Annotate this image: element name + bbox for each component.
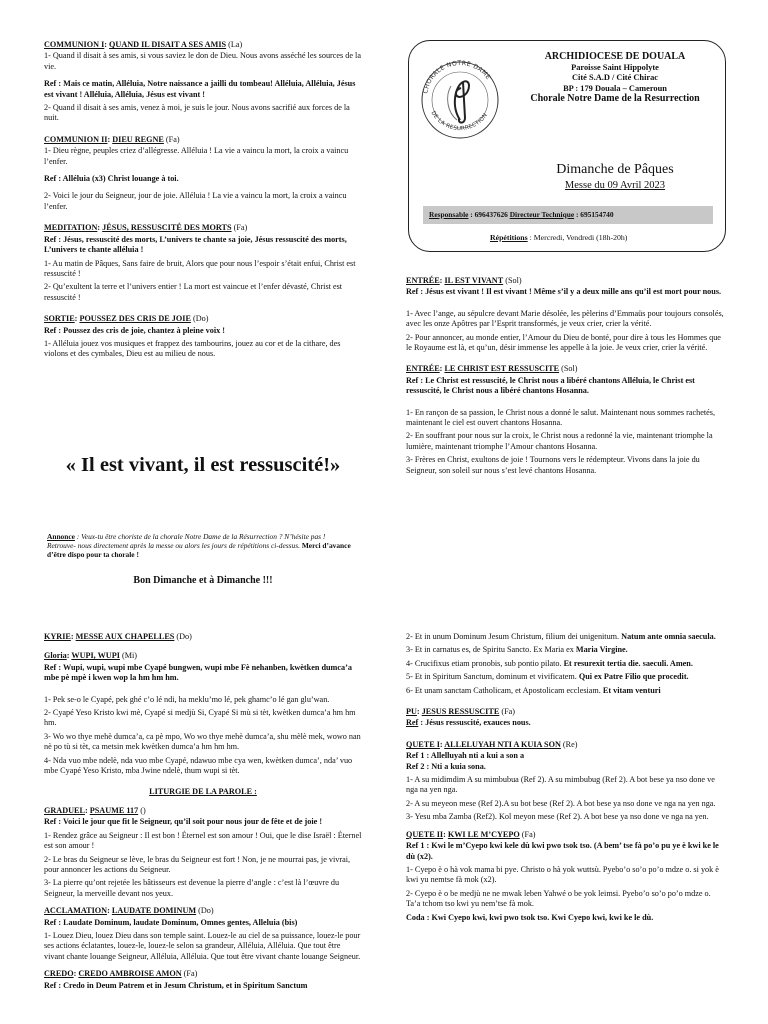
verse: 3- Yesu mba Zamba (Ref2). Kol meyon mese (Ref 2). A bot bese ya nso done ve nga na yen. bbox=[406, 812, 709, 822]
verse: 3- La pierre qu’ont rejetée les bâtisseurs est devenue la pierre d’angle : c’est là l’œuvre du Seigneur, la merveille devant nos yeux. bbox=[44, 878, 340, 898]
heading-title: JESUS RESSUSCITE bbox=[421, 707, 500, 717]
verse-bold: Maria Virgine. bbox=[575, 645, 628, 655]
heading-prefix: SORTIE bbox=[44, 314, 75, 324]
heading-title: CREDO AMBROISE AMON bbox=[78, 969, 182, 979]
verse-text: 4- Crucifixus etiam pronobis, sub pontio pilato. bbox=[406, 658, 564, 668]
verse-text: 5- Et in Spiritum Sanctum, dominum et vivificatem. bbox=[406, 672, 579, 682]
verse-bold: Et vitam venturi bbox=[602, 685, 661, 695]
verse: 1- En rançon de sa passion, le Christ nous a donné le salut. Maintenant nous sommes rachetés, maintenant le ciel est ouvert chantons Hosanna. bbox=[406, 407, 716, 428]
director-label: Directeur Technique bbox=[509, 210, 575, 219]
main-slogan: « Il est vivant, il est ressuscité!» bbox=[65, 454, 341, 476]
graduel-heading: GRADUEL: PSAUME 117 () bbox=[44, 805, 146, 815]
verse: 2- Quand il disait à ses amis, venez à moi, je suis le jour. Nous avons sacrifié aux forces de la nuit. bbox=[44, 103, 350, 123]
refrain: Ref : Mais ce matin, Alléluia, Notre naissance a jailli du tombeau! Alléluia, Alléluia, Jésus est vivant ! Alléluia, Alléluia, Jésus est vivant ! bbox=[44, 79, 356, 99]
verse-text: 3- Et in carnatus es, de Spiritu Sancto. Ex Maria ex bbox=[406, 645, 576, 655]
contacts-bar bbox=[423, 206, 713, 224]
verse: 4- Nda vuo mbe ndelè, nda vuo mbe Cyapé, ndawuo mbe cya wen, kwètken dumca’, nda’ vuo mbe Cyapé Yeso Kristo, mba Jwine ndelè, thum wupi si tèt. bbox=[44, 755, 353, 776]
verse: 1- Pek se-o le Cyapé, pek ghé c’o lé ndi, ha meklu’mo lé, pek ghamc’o lé gan glu’wan. bbox=[44, 694, 330, 704]
credo-verse bbox=[406, 632, 724, 642]
heading-key: (Do) bbox=[174, 632, 192, 641]
rehearsal-info bbox=[490, 233, 627, 242]
heading-key: (Sol) bbox=[503, 276, 522, 285]
verse: 3- Frères en Christ, exultons de joie ! Tournons vers le rédempteur. Vivons dans la joie du Seigneur, son soleil sur nous s’est levé chantons Hosanna. bbox=[406, 455, 700, 475]
verse: 1- Alléluia jouez vos musiques et frappez des tambourins, jouez au cor et de la cithare, des violons et des cymbales, Dieu est au milieu de nous. bbox=[44, 338, 341, 359]
communion-1-heading: COMMUNION I: QUAND IL DISAIT A SES AMIS (La) bbox=[44, 40, 243, 49]
communion-2-heading: COMMUNION II: DIEU REGNE (Fa) bbox=[44, 134, 180, 144]
meditation-heading: MEDITATION: JÉSUS, RESSUSCITÉ DES MORTS (Fa) bbox=[44, 223, 248, 233]
announcement-bold: Merci d’avance d’être dispo pour ta chorale ! bbox=[47, 541, 351, 559]
closing-greeting: Bon Dimanche et à Dimanche !!! bbox=[133, 575, 273, 586]
heading-title: DIEU REGNE bbox=[112, 134, 164, 144]
heading-prefix: ENTRÉE bbox=[406, 276, 440, 285]
heading-title: MESSE AUX CHAPELLES bbox=[75, 632, 175, 641]
left-bottom-column bbox=[44, 632, 362, 994]
heading-key: (Fa) bbox=[499, 707, 515, 717]
verse: 1- Dieu règne, peuples criez d’allégresse. Alléluia ! La vie a vaincu la mort, la croix a vaincu l’enfer. bbox=[44, 146, 349, 166]
refrain: Ref : Jésus, ressuscité des morts, L’univers te chante sa joie, Jésus ressuscité des morts, L’univers te chante alléluia ! bbox=[44, 234, 347, 255]
verse: 2- Qu’exultent la terre et l’univers entier ! La mort est vaincue et l’enfer dévasté, Christ est ressuscité ! bbox=[44, 282, 343, 302]
verse: 2- Pour annoncer, au monde entier, l’Amour du Dieu de bonté, pour dire à tous les Hommes que le Royaume est là, et qu’un, désir immense les appelle à la joie. Je veux crier, crier la vérité. bbox=[406, 332, 721, 353]
heading-key: () bbox=[138, 805, 146, 815]
archdiocese: ARCHIDIOCESE DE DOUALA bbox=[544, 51, 686, 62]
heading-prefix: Gloria bbox=[44, 651, 67, 661]
heading-prefix: MEDITATION bbox=[44, 223, 98, 233]
quete-2-heading: QUETE II: KWI LE M’CYEPO (Fa) bbox=[406, 829, 536, 839]
heading-key: (Fa) bbox=[181, 969, 198, 979]
acclamation-heading: ACCLAMATION: LAUDATE DOMINUM (Do) bbox=[44, 906, 214, 916]
verse-text: 2- Et in unum Dominum Jesum Christum, filium dei unigenitum. bbox=[406, 632, 622, 641]
announcement-label: Annonce bbox=[47, 532, 75, 541]
heading-title: JÉSUS, RESSUSCITÉ DES MORTS bbox=[102, 223, 232, 233]
verse-bold: Et resurexit tertia die. saeculi. Amen. bbox=[563, 658, 693, 668]
heading-key: (Mi) bbox=[119, 651, 137, 661]
choir-logo bbox=[415, 46, 505, 142]
credo-verse bbox=[406, 672, 724, 682]
address: Cité S.A.D / Cité Chirac bbox=[571, 73, 659, 83]
verse: 2- Voici le jour du Seigneur, jour de joie. Alléluia ! La vie a vaincu la mort, la croix a vaincu l’enfer. bbox=[44, 191, 347, 211]
refrain: Ref 2 : Nti a kuia sona. bbox=[406, 761, 486, 771]
heading-key: (La) bbox=[226, 40, 243, 49]
heading-key: (Fa) bbox=[519, 829, 536, 839]
heading-title: QUAND IL DISAIT A SES AMIS bbox=[109, 40, 227, 49]
rehearsal-label: Répétitions bbox=[490, 233, 528, 242]
verse: 1- Quand il disait à ses amis, si vous saviez le don de Dieu. Nous avons asséché les sources de la vie. bbox=[44, 51, 361, 71]
heading-prefix: ACCLAMATION bbox=[44, 906, 108, 916]
director-phone: : 695154740 bbox=[574, 210, 614, 219]
refrain-label: Ref bbox=[406, 718, 419, 728]
verse: 1- Rendez grâce au Seigneur : Il est bon ! Éternel est son amour ! Oui, que le dise Israël : Éternel est son amour ! bbox=[44, 830, 362, 851]
right-bottom-column bbox=[406, 632, 724, 926]
refrain: Ref : Jésus est vivant ! Il est vivant ! Même s’il y a deux mille ans qu’il est mort pour nous. bbox=[406, 287, 722, 297]
entree-2-heading: ENTRÉE: LE CHRIST EST RESSUSCITE (Sol) bbox=[406, 364, 578, 374]
heading-prefix: QUETE I bbox=[406, 739, 440, 749]
verse-bold: Qui ex Patre Filio que procedit. bbox=[578, 672, 689, 682]
refrain: Ref 1 : Allelluyah nti a kui a son a bbox=[406, 751, 525, 761]
refrain bbox=[406, 718, 724, 728]
heading-title: LE CHRIST EST RESSUSCITE bbox=[444, 364, 560, 374]
refrain: Ref : Le Christ est ressuscité, le Christ nous a libéré chantons Alléluia, le Christ est ressuscité, le Christ nous a libéré chantons Hosanna. bbox=[406, 375, 695, 396]
mass-date: Messe du 09 Avril 2023 bbox=[564, 180, 666, 191]
announcement bbox=[47, 532, 352, 559]
heading-prefix: PU bbox=[406, 707, 417, 717]
refrain-text: : Jésus ressuscité, exauces nous. bbox=[418, 718, 531, 728]
po-box: BP : 179 Douala – Cameroun bbox=[563, 83, 667, 93]
gloria-heading: Gloria: WUPI, WUPI (Mi) bbox=[44, 651, 137, 661]
verse: 2- Le bras du Seigneur se lève, le bras du Seigneur est fort ! Non, je ne mourrai pas, je vivrai, pour annoncer les actions du Seigneur. bbox=[44, 854, 351, 874]
responsible-phone: : 696437626 bbox=[468, 210, 510, 219]
heading-key: (Do) bbox=[190, 314, 209, 324]
refrain: Ref : Laudate Dominum, laudate Dominum, Omnes gentes, Alleluia (bis) bbox=[44, 917, 298, 927]
heading-key: (Fa) bbox=[231, 223, 248, 233]
sortie-heading: SORTIE: POUSSEZ DES CRIS DE JOIE (Do) bbox=[44, 314, 209, 324]
quete-1-heading: QUETE I: ALLELUYAH NTI A KUIA SON (Re) bbox=[406, 739, 578, 749]
verse: 1- Avec l’ange, au sépulcre devant Marie désolée, les pèlerins d’Emmaüs pour toujours consolés, avec les onze Apôtres par l’Esprit transformés, je veux crier, crier la vérité. bbox=[406, 308, 724, 329]
verse: 2- Cyapé Yeso Kristo kwi mè, Cyapé si medjù Si, Cyapé Si mù si tèt, kwètken dumca’a hm hm hm. bbox=[44, 708, 356, 728]
heading-key: (Re) bbox=[560, 739, 578, 749]
occasion-title: Dimanche de Pâques bbox=[556, 162, 674, 177]
refrain: Ref : Poussez des cris de joie, chantez à pleine voix ! bbox=[44, 325, 226, 335]
refrain: Ref 1 : Kwi le m’Cyepo kwi kele dù kwi pwo tsok tso. (A bem’ tse fà po’o pu ye è kwi ke le dù (x2). bbox=[406, 841, 719, 861]
heading-prefix: QUETE II bbox=[406, 829, 444, 839]
rehearsal-times: : Mercredi, Vendredi (18h-20h) bbox=[527, 233, 628, 242]
heading-title: IL EST VIVANT bbox=[444, 276, 504, 285]
credo-heading: CREDO: CREDO AMBROISE AMON (Fa) bbox=[44, 969, 198, 979]
verse: 3- Wo wo thye mehè dumca’a, ca pè mpo, Wo wo thye mehè dumca’a, shu mèlè mek, wowo nan nè po tù si tèt, ca metsin mek kwètken dumca’a hm hm hm. bbox=[44, 731, 361, 752]
credo-verse bbox=[406, 686, 724, 696]
responsible-label: Responsable bbox=[429, 210, 469, 219]
announcement-text: : Veux-tu être choriste de la chorale Notre Dame de la Résurrection ? N’hésite pas ! Retrouve- nous directement après la messe ou alors les jours de répétitions ci-dessus. bbox=[47, 532, 326, 550]
verse: 2- En souffrant pour nous sur la croix, le Christ nous a redonné la vie, maintenant triomphe la lumière, maintenant triomphe l’Amour chantons Hosanna. bbox=[406, 431, 713, 451]
verse: 2- Cyepo è o be medjù ne ne mwak leben Yahwé o be yok leimsi. Pyebo’o so’o po’o mdze o. Ta’a tchom tso kwi yu nem’tse fà mok. bbox=[406, 888, 711, 909]
left-top-column bbox=[44, 40, 362, 363]
parish: Paroisse Saint Hippolyte bbox=[571, 62, 659, 72]
logo-text-top: CHORALE NOTRE DAME bbox=[422, 59, 492, 95]
heading-prefix: GRADUEL bbox=[44, 805, 85, 815]
credo-verse bbox=[406, 659, 724, 669]
heading-prefix: KYRIE bbox=[44, 632, 71, 641]
heading-prefix: COMMUNION I bbox=[44, 40, 105, 49]
heading-title: ALLELUYAH NTI A KUIA SON bbox=[444, 739, 561, 749]
heading-title: WUPI, WUPI bbox=[71, 651, 120, 661]
verse-text: 6- Et unam sanctam Catholicam, et Apostolicam ecclesiam. bbox=[406, 685, 603, 695]
verse: 1- Cyepo è o hà vok mama bi pye. Christo o hà yok wuttsù. Pyebo’o so’o po’o mdze o. si yok è kwi yu nemtse fà mok (x2). bbox=[406, 864, 719, 885]
heading-title: LAUDATE DOMINUM bbox=[111, 906, 197, 916]
choir-name: Chorale Notre Dame de la Resurrection bbox=[530, 93, 700, 105]
verse-bold: Natum ante omnia saecula. bbox=[621, 632, 716, 641]
liturgy-heading: LITURGIE DE LA PAROLE : bbox=[149, 787, 257, 797]
heading-prefix: CREDO bbox=[44, 969, 74, 979]
heading-title: PSAUME 117 bbox=[89, 805, 139, 815]
right-top-column bbox=[406, 276, 724, 479]
kyrie-heading: KYRIE: MESSE AUX CHAPELLES (Do) bbox=[44, 632, 192, 641]
refrain: Ref : Wupi, wupi, wupi mbe Cyapé bungwen, wupi mbe Fè nehanben, kwètken dumca’a mbe pè mpè i kwen wop la hm hm hm. bbox=[44, 662, 352, 683]
verse: 1- Au matin de Pâques, Sans faire de bruit, Alors que pour nous l’espoir s’était enfui, Christ est ressuscité ! bbox=[44, 258, 356, 278]
heading-key: (Do) bbox=[196, 906, 214, 916]
refrain: Ref : Voici le jour que fit le Seigneur, qu’il soit pour nous jour de fête et de joie ! bbox=[44, 817, 323, 827]
refrain: Ref : Alléluia (x3) Christ louange à toi. bbox=[44, 174, 179, 184]
verse: 2- A su meyeon mese (Ref 2).A su bot bese (Ref 2). A bot bese ya nso done ve nga na yen nga. bbox=[406, 798, 716, 808]
verse: 1- Louez Dieu, louez Dieu dans son temple saint. Louez-le au ciel de sa puissance, louez-le pour ses actions éclatantes, louez-le, louez-le selon sa grandeur, Alléluia, Alléluia. Que tout être vivant chante louange Seigneur, Alléluia, Alléluia. Que tout être vivant chante louange Seigneur. bbox=[44, 930, 361, 961]
heading-prefix: ENTRÉE bbox=[406, 364, 440, 374]
entree-1-heading: ENTRÉE: IL EST VIVANT (Sol) bbox=[406, 276, 522, 285]
logo-text-bottom: DE LA RESURRECTION bbox=[429, 110, 490, 133]
refrain: Ref : Credo in Deum Patrem et in Jesum Christum, et in Spiritum Sanctum bbox=[44, 980, 308, 990]
heading-title: KWI LE M’CYEPO bbox=[447, 829, 520, 839]
coda: Coda : Kwi Cyepo kwi, kwi pwo tsok tso. Kwi Cyepo kwi, kwi ke le dù. bbox=[406, 912, 654, 922]
header-text bbox=[510, 52, 720, 105]
heading-title: POUSSEZ DES CRIS DE JOIE bbox=[79, 314, 191, 324]
heading-key: (Fa) bbox=[163, 134, 180, 144]
pu-heading: PU: JESUS RESSUSCITE (Fa) bbox=[406, 707, 515, 717]
heading-prefix: COMMUNION II bbox=[44, 134, 108, 144]
heading-key: (Sol) bbox=[559, 364, 578, 374]
verse: 1- A su midimdim A su mimbubua (Ref 2). A su mimbubug (Ref 2). A bot bese ya nso done ve nga na yen nga. bbox=[406, 775, 715, 795]
credo-verse bbox=[406, 645, 724, 655]
